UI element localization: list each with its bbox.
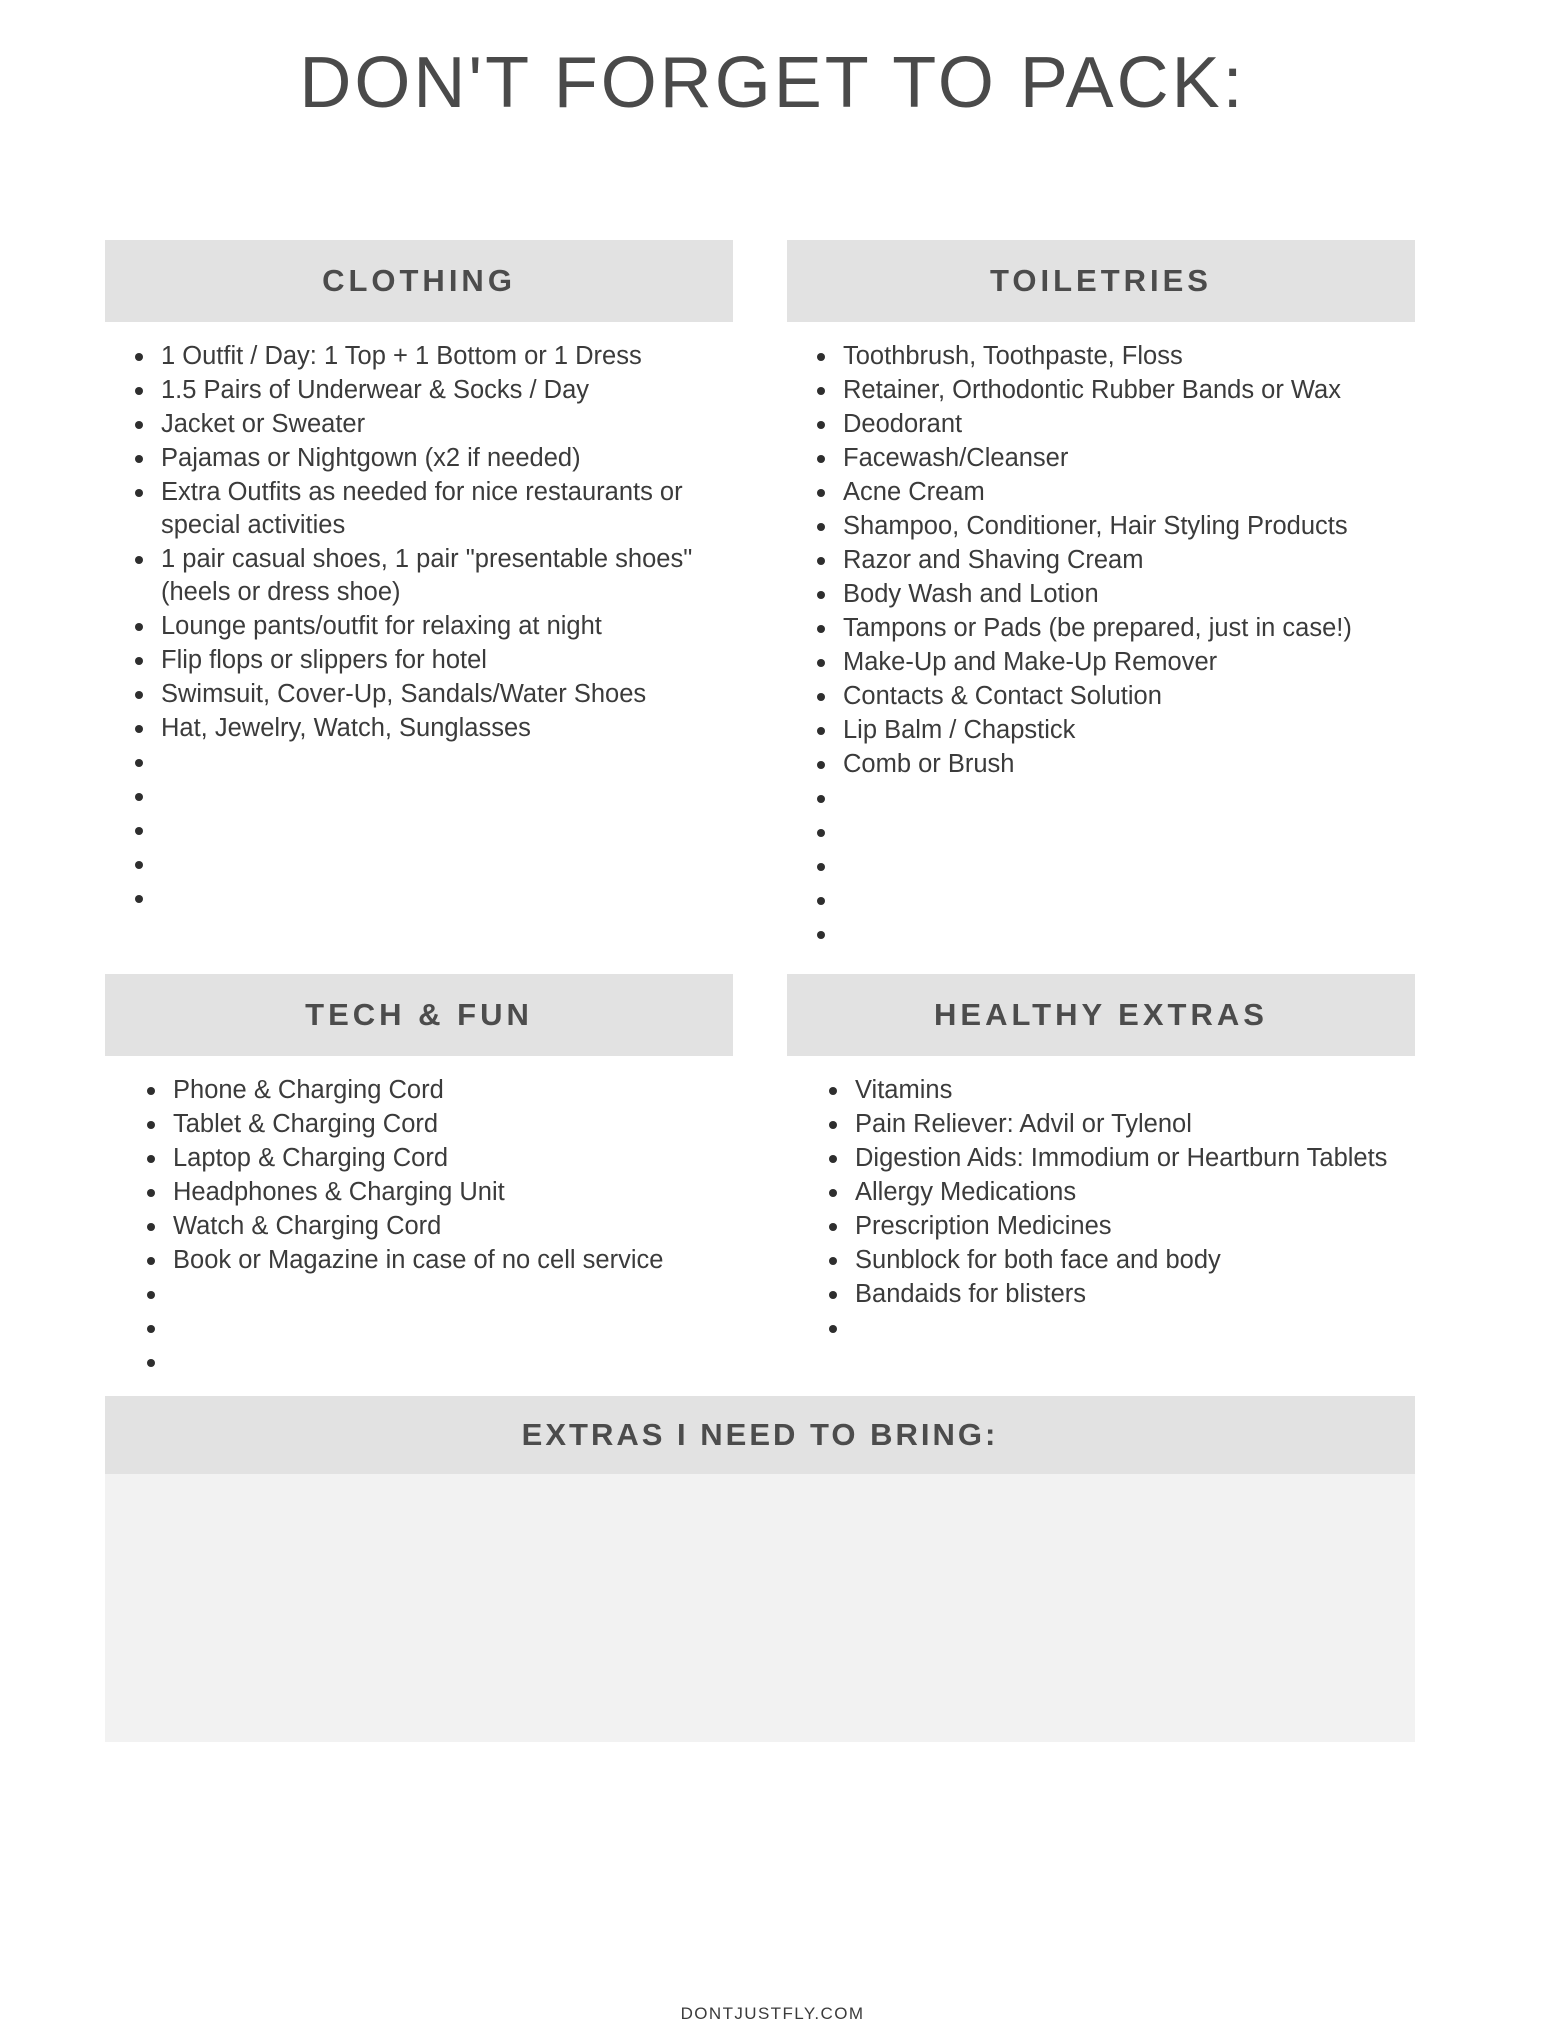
list-item[interactable]: Tampons or Pads (be prepared, just in case!) [809, 612, 1415, 645]
list-item[interactable]: Acne Cream [809, 476, 1415, 509]
list-item[interactable]: Contacts & Contact Solution [809, 680, 1415, 713]
list-item[interactable]: Pajamas or Nightgown (x2 if needed) [127, 442, 733, 475]
list-item[interactable]: Lip Balm / Chapstick [809, 714, 1415, 747]
list-item[interactable]: Toothbrush, Toothpaste, Floss [809, 340, 1415, 373]
list-item[interactable]: Hat, Jewelry, Watch, Sunglasses [127, 712, 733, 745]
list-item[interactable]: 1.5 Pairs of Underwear & Socks / Day [127, 374, 733, 407]
list-healthy-extras [787, 1074, 1415, 1345]
list-item[interactable]: Book or Magazine in case of no cell service [139, 1244, 733, 1277]
list-item[interactable]: Jacket or Sweater [127, 408, 733, 441]
list-item[interactable]: Flip flops or slippers for hotel [127, 644, 733, 677]
list-item-blank[interactable] [809, 918, 1415, 951]
list-item[interactable]: Digestion Aids: Immodium or Heartburn Tablets [821, 1142, 1415, 1175]
list-item-blank[interactable] [809, 884, 1415, 917]
list-item[interactable]: Sunblock for both face and body [821, 1244, 1415, 1277]
list-item[interactable]: Bandaids for blisters [821, 1278, 1415, 1311]
list-item-blank[interactable] [139, 1278, 733, 1311]
list-clothing [105, 340, 733, 915]
section-title-toiletries: TOILETRIES [989, 263, 1212, 298]
checklist-grid [105, 240, 1415, 1742]
checklist-row-top [105, 240, 1415, 952]
section-title-tech-and-fun: TECH & FUN [305, 997, 533, 1032]
list-item-blank[interactable] [821, 1312, 1415, 1345]
list-item[interactable]: Extra Outfits as needed for nice restaurants or special activities [127, 476, 733, 542]
section-header-toiletries [787, 240, 1415, 322]
list-item[interactable]: Retainer, Orthodontic Rubber Bands or Wax [809, 374, 1415, 407]
list-item[interactable]: Comb or Brush [809, 748, 1415, 781]
list-item[interactable]: Lounge pants/outfit for relaxing at night [127, 610, 733, 643]
list-item[interactable]: Prescription Medicines [821, 1210, 1415, 1243]
list-item[interactable]: Facewash/Cleanser [809, 442, 1415, 475]
list-item-blank[interactable] [127, 746, 733, 779]
section-header-healthy-extras [787, 974, 1415, 1056]
list-item-blank[interactable] [127, 848, 733, 881]
footer-credit: DONTJUSTFLY.COM [680, 2004, 865, 2023]
list-item[interactable]: 1 pair casual shoes, 1 pair "presentable shoes" (heels or dress shoe) [127, 543, 733, 609]
section-header-clothing [105, 240, 733, 322]
section-title-clothing: CLOTHING [322, 263, 516, 298]
list-item-blank[interactable] [809, 782, 1415, 815]
section-toiletries [787, 240, 1415, 952]
page-title: DON'T FORGET TO PACK: [299, 43, 1246, 123]
list-item[interactable]: Tablet & Charging Cord [139, 1108, 733, 1141]
extras-section-title: EXTRAS I NEED TO BRING: [521, 1417, 999, 1452]
list-item[interactable]: Body Wash and Lotion [809, 578, 1415, 611]
section-title-healthy-extras: HEALTHY EXTRAS [934, 997, 1268, 1032]
section-clothing [105, 240, 733, 916]
list-item-blank[interactable] [809, 850, 1415, 883]
list-toiletries [787, 340, 1415, 951]
checklist-row-bottom [105, 974, 1415, 1380]
list-item-blank[interactable] [809, 816, 1415, 849]
list-item[interactable]: Vitamins [821, 1074, 1415, 1107]
list-item[interactable]: Laptop & Charging Cord [139, 1142, 733, 1175]
extras-writing-area[interactable] [105, 1474, 1415, 1742]
list-item[interactable]: Phone & Charging Cord [139, 1074, 733, 1107]
list-item[interactable]: Headphones & Charging Unit [139, 1176, 733, 1209]
list-item[interactable]: Allergy Medications [821, 1176, 1415, 1209]
list-item[interactable]: Make-Up and Make-Up Remover [809, 646, 1415, 679]
list-item[interactable]: Razor and Shaving Cream [809, 544, 1415, 577]
section-header-tech-and-fun [105, 974, 733, 1056]
list-item-blank[interactable] [139, 1312, 733, 1345]
list-item[interactable]: 1 Outfit / Day: 1 Top + 1 Bottom or 1 Dress [127, 340, 733, 373]
section-tech-and-fun [105, 974, 733, 1380]
extras-section-header [105, 1396, 1415, 1474]
list-item-blank[interactable] [127, 780, 733, 813]
list-item-blank[interactable] [127, 882, 733, 915]
list-item[interactable]: Watch & Charging Cord [139, 1210, 733, 1243]
list-item-blank[interactable] [139, 1346, 733, 1379]
list-item-blank[interactable] [127, 814, 733, 847]
list-item[interactable]: Pain Reliever: Advil or Tylenol [821, 1108, 1415, 1141]
list-item[interactable]: Shampoo, Conditioner, Hair Styling Products [809, 510, 1415, 543]
list-item[interactable]: Deodorant [809, 408, 1415, 441]
packing-checklist-page [0, 40, 1545, 2040]
list-tech-and-fun [105, 1074, 733, 1379]
list-item[interactable]: Swimsuit, Cover-Up, Sandals/Water Shoes [127, 678, 733, 711]
section-healthy-extras [787, 974, 1415, 1346]
